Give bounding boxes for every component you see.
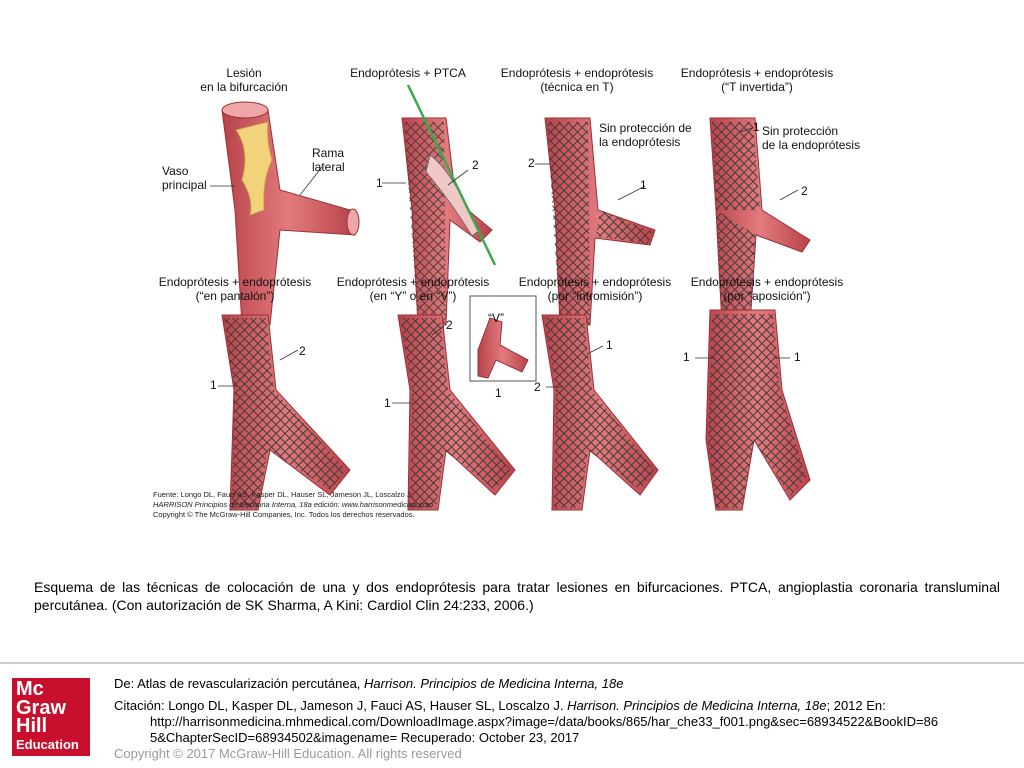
panel-apposition [706, 310, 810, 510]
mcgraw-hill-logo [12, 678, 90, 756]
num-1: 1 [606, 338, 613, 352]
num-2: 2 [299, 344, 306, 358]
num-1: 1 [640, 178, 647, 192]
label-apposition-title: Endoprótesis + endoprótesis (por “aposición”) [690, 275, 844, 303]
num-1: 1 [376, 176, 383, 190]
num-2: 2 [534, 380, 541, 394]
citation-url[interactable]: http://harrisonmedicina.mhmedical.com/DownloadImage.aspx?image=/data/books/865/har_che33_f001.png&sec=68934522&BookID=86 [150, 714, 939, 729]
label-ptca-title: Endoprótesis + PTCA [350, 66, 466, 80]
vessel-opening [222, 102, 268, 118]
label-inverted-t-title: Endoprótesis + endoprótesis (“T invertida”) [680, 66, 834, 94]
panel-y-v [398, 296, 536, 510]
figure-caption: Esquema de las técnicas de colocación de una y dos endoprótesis para tratar lesiones en bifurcaciones. PTCA, angioplastia coronaria transluminal percutánea. (Con autorización de SK Sharma, A Kini: Cardiol Clin 24:233, 2006.) [34, 579, 1000, 613]
label-inverted-t-note: Sin protección de la endoprótesis [762, 124, 861, 152]
num-2: 2 [801, 184, 808, 198]
label-t-note: Sin protección de la endoprótesis [599, 121, 692, 149]
panel-crush [542, 315, 658, 510]
footer-divider [0, 662, 1024, 664]
label-t-title: Endoprótesis + endoprótesis (técnica en T) [500, 66, 654, 94]
figure-source: Fuente: Longo DL, Fauci AS, Kasper DL, Hauser SL, Jameson JL, Loscalzo J: HARRISON Principios de Medicina Interna, 18a edición: www.harrisonmedicina.com Copyright © The McGraw-Hill Companies, Inc. Todos los derechos reservados. [153, 490, 434, 519]
num-1: 1 [683, 350, 690, 364]
bifurcation-figure [150, 60, 872, 525]
logo-text-hill: Hill [16, 715, 48, 737]
num-1: 1 [794, 350, 801, 364]
footer-copyright: Copyright © 2017 McGraw-Hill Education. All rights reserved [114, 746, 462, 761]
label-crush-title: Endoprótesis + endoprótesis (por “intromisión”) [518, 275, 672, 303]
num-2: 2 [472, 158, 479, 172]
label-rama-lateral: Rama lateral [312, 146, 345, 174]
label-lesion-title: Lesión en la bifurcación [200, 66, 288, 94]
label-v-inset: “V” [488, 311, 504, 325]
label-vaso-principal: Vaso principal [162, 164, 207, 192]
num-1: 1 [210, 378, 217, 392]
num-2: 2 [446, 318, 453, 332]
logo-text: Mc Graw [16, 678, 67, 719]
label-trousers-title: Endoprótesis + endoprótesis (“en pantalón”) [158, 275, 312, 303]
logo-text-education: Education [16, 737, 79, 752]
num-1: 1 [753, 120, 760, 134]
label-y-v-title: Endoprótesis + endoprótesis (en “Y” o en “V”) [336, 275, 490, 303]
num-1: 1 [384, 396, 391, 410]
footer-citation: Citación: Longo DL, Kasper DL, Jameson J, Fauci AS, Hauser SL, Loscalzo J. Harrison. Principios de Medicina Interna, 18e; 2012 En: http://harrisonmedicina.mhmedical.com/DownloadImage.aspx?image=/data/books/865/har_che33_f001.png&sec=68934522&BookID=86 5&ChapterSecID=68934502&imagename= Recuperado: October 23, 2017 [114, 698, 1014, 746]
num-1: 1 [495, 386, 502, 400]
citation-url-cont: 5&ChapterSecID=68934502&imagename= Recuperado: October 23, 2017 [150, 730, 580, 745]
num-2: 2 [528, 156, 535, 170]
panel-trousers [222, 315, 350, 510]
footer-source: De: Atlas de revascularización percutánea, Harrison. Principios de Medicina Interna, 18e [114, 676, 624, 691]
